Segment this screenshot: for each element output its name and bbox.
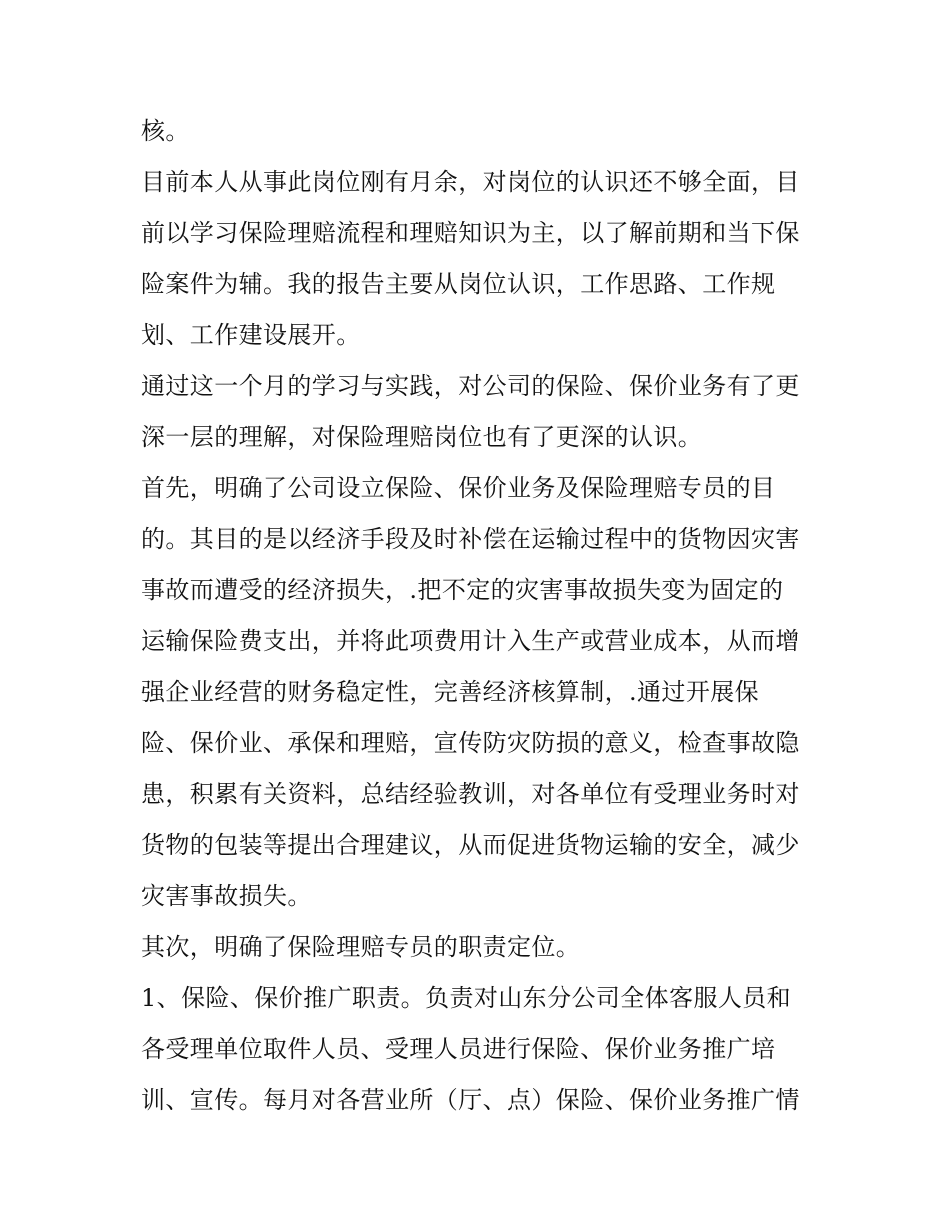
- text-line: 患，积累有关资料，总结经验教训，对各单位有受理业务时对: [141, 780, 800, 808]
- text-line: 灾害事故损失。: [141, 882, 312, 910]
- text-line: 险、保价业、承保和理赔，宣传防灾防损的意义，检查事故隐: [141, 729, 800, 757]
- text-line: 通过这一个月的学习与实践，对公司的保险、保价业务有了更: [141, 372, 800, 400]
- text-line: 目前本人从事此岗位刚有月余，对岗位的认识还不够全面，目: [141, 168, 800, 196]
- text-line: 事故而遭受的经济损失，.把不定的灾害事故损失变为固定的: [141, 576, 784, 604]
- text-line: 的。其目的是以经济手段及时补偿在运输过程中的货物因灾害: [141, 525, 800, 553]
- text-line: 其次，明确了保险理赔专员的职责定位。: [141, 933, 581, 961]
- text-line: 前以学习保险理赔流程和理赔知识为主，以了解前期和当下保: [141, 219, 800, 247]
- text-line: 划、工作建设展开。: [141, 321, 361, 349]
- text-line: 1、保险、保价推广职责。负责对山东分公司全体客服人员和: [141, 984, 792, 1012]
- text-line: 险案件为辅。我的报告主要从岗位认识，工作思路、工作规: [141, 270, 776, 298]
- document-body: [141, 106, 821, 1126]
- text-line: 货物的包装等提出合理建议，从而促进货物运输的安全，减少: [141, 831, 800, 859]
- text-line: 训、宣传。每月对各营业所（厅、点）保险、保价业务推广情: [141, 1086, 800, 1114]
- text-line: 深一层的理解，对保险理赔岗位也有了更深的认识。: [141, 423, 703, 451]
- text-line: 强企业经营的财务稳定性，完善经济核算制，.通过开展保: [141, 678, 760, 706]
- text-line: 首先，明确了公司设立保险、保价业务及保险理赔专员的目: [141, 474, 776, 502]
- text-line: 各受理单位取件人员、受理人员进行保险、保价业务推广培: [141, 1035, 776, 1063]
- text-line: 运输保险费支出，并将此项费用计入生产或营业成本，从而增: [141, 627, 800, 655]
- text-line: 核。: [141, 117, 190, 145]
